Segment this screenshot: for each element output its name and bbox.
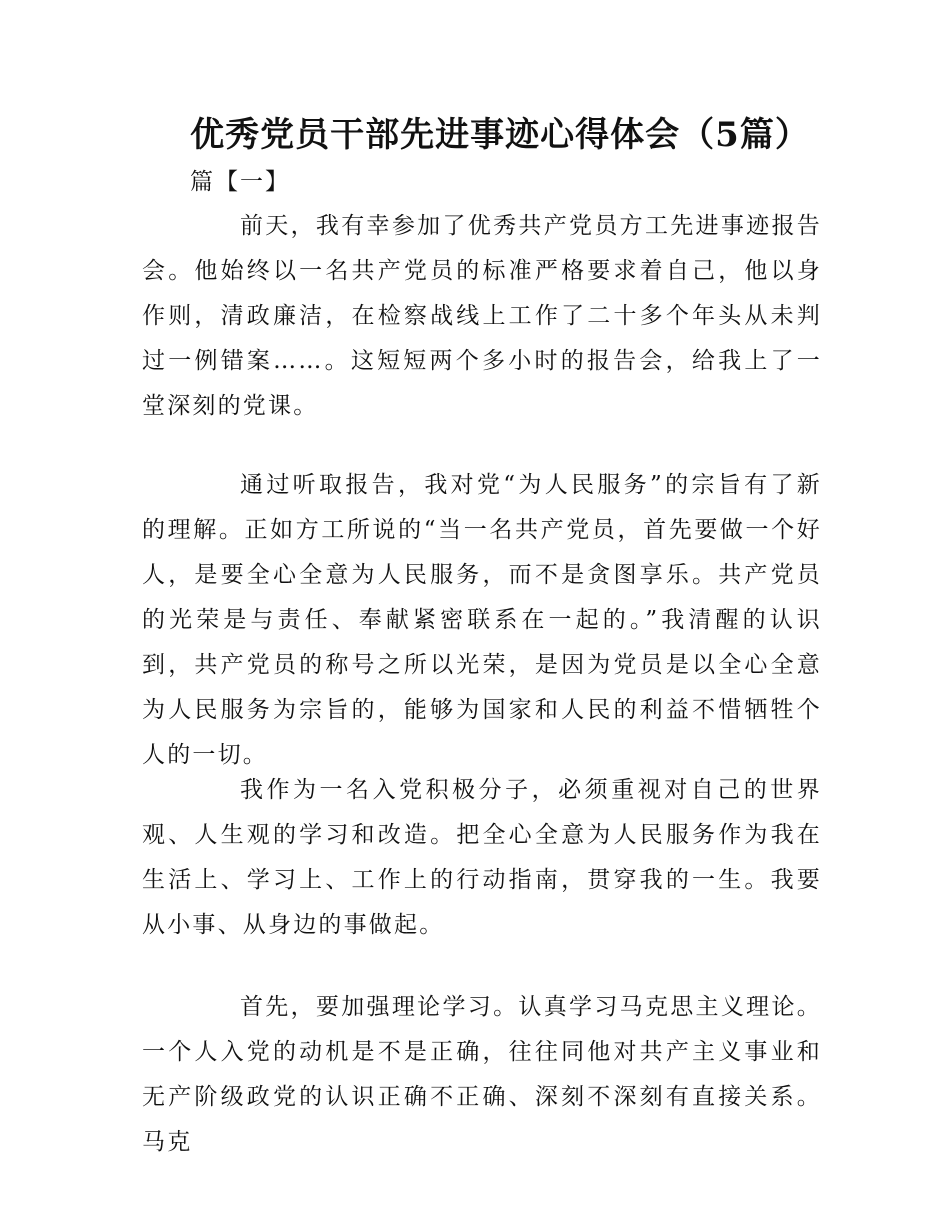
paragraph-1: 前天，我有幸参加了优秀共产党员方工先进事迹报告会。他始终以一名共产党员的标准严格要求着自己，他以身作则，清政廉洁，在检察战线上工作了二十多个年头从未判过一例错案……。这短短两个多小时的报告会，给我上了一堂深刻的党课。 xyxy=(142,213,822,419)
document-title: 优秀党员干部先进事迹心得体会（5篇） xyxy=(190,115,810,155)
paragraph-4: 首先，要加强理论学习。认真学习马克思主义理论。一个人入党的动机是不是正确，往往同他对共产主义事业和无产阶级政党的认识正确不正确、深刻不深刻有直接关系。马克 xyxy=(142,994,822,1155)
paragraph-3: 我作为一名入党积极分子，必须重视对自己的世界观、人生观的学习和改造。把全心全意为人民服务作为我在生活上、学习上、工作上的行动指南，贯穿我的一生。我要从小事、从身边的事做起。 xyxy=(142,777,822,938)
section-label: 篇【一】 xyxy=(190,169,290,195)
paragraph-2: 通过听取报告，我对党“为人民服务”的宗旨有了新的理解。正如方工所说的“当一名共产党员，首先要做一个好人，是要全心全意为人民服务，而不是贪图享乐。共产党员的光荣是与责任、奉献紧密联系在一起的。”我清醒的认识到，共产党员的称号之所以光荣，是因为党员是以全心全意为人民服务为宗旨的，能够为国家和人民的利益不惜牺牲个人的一切。 xyxy=(142,472,822,768)
